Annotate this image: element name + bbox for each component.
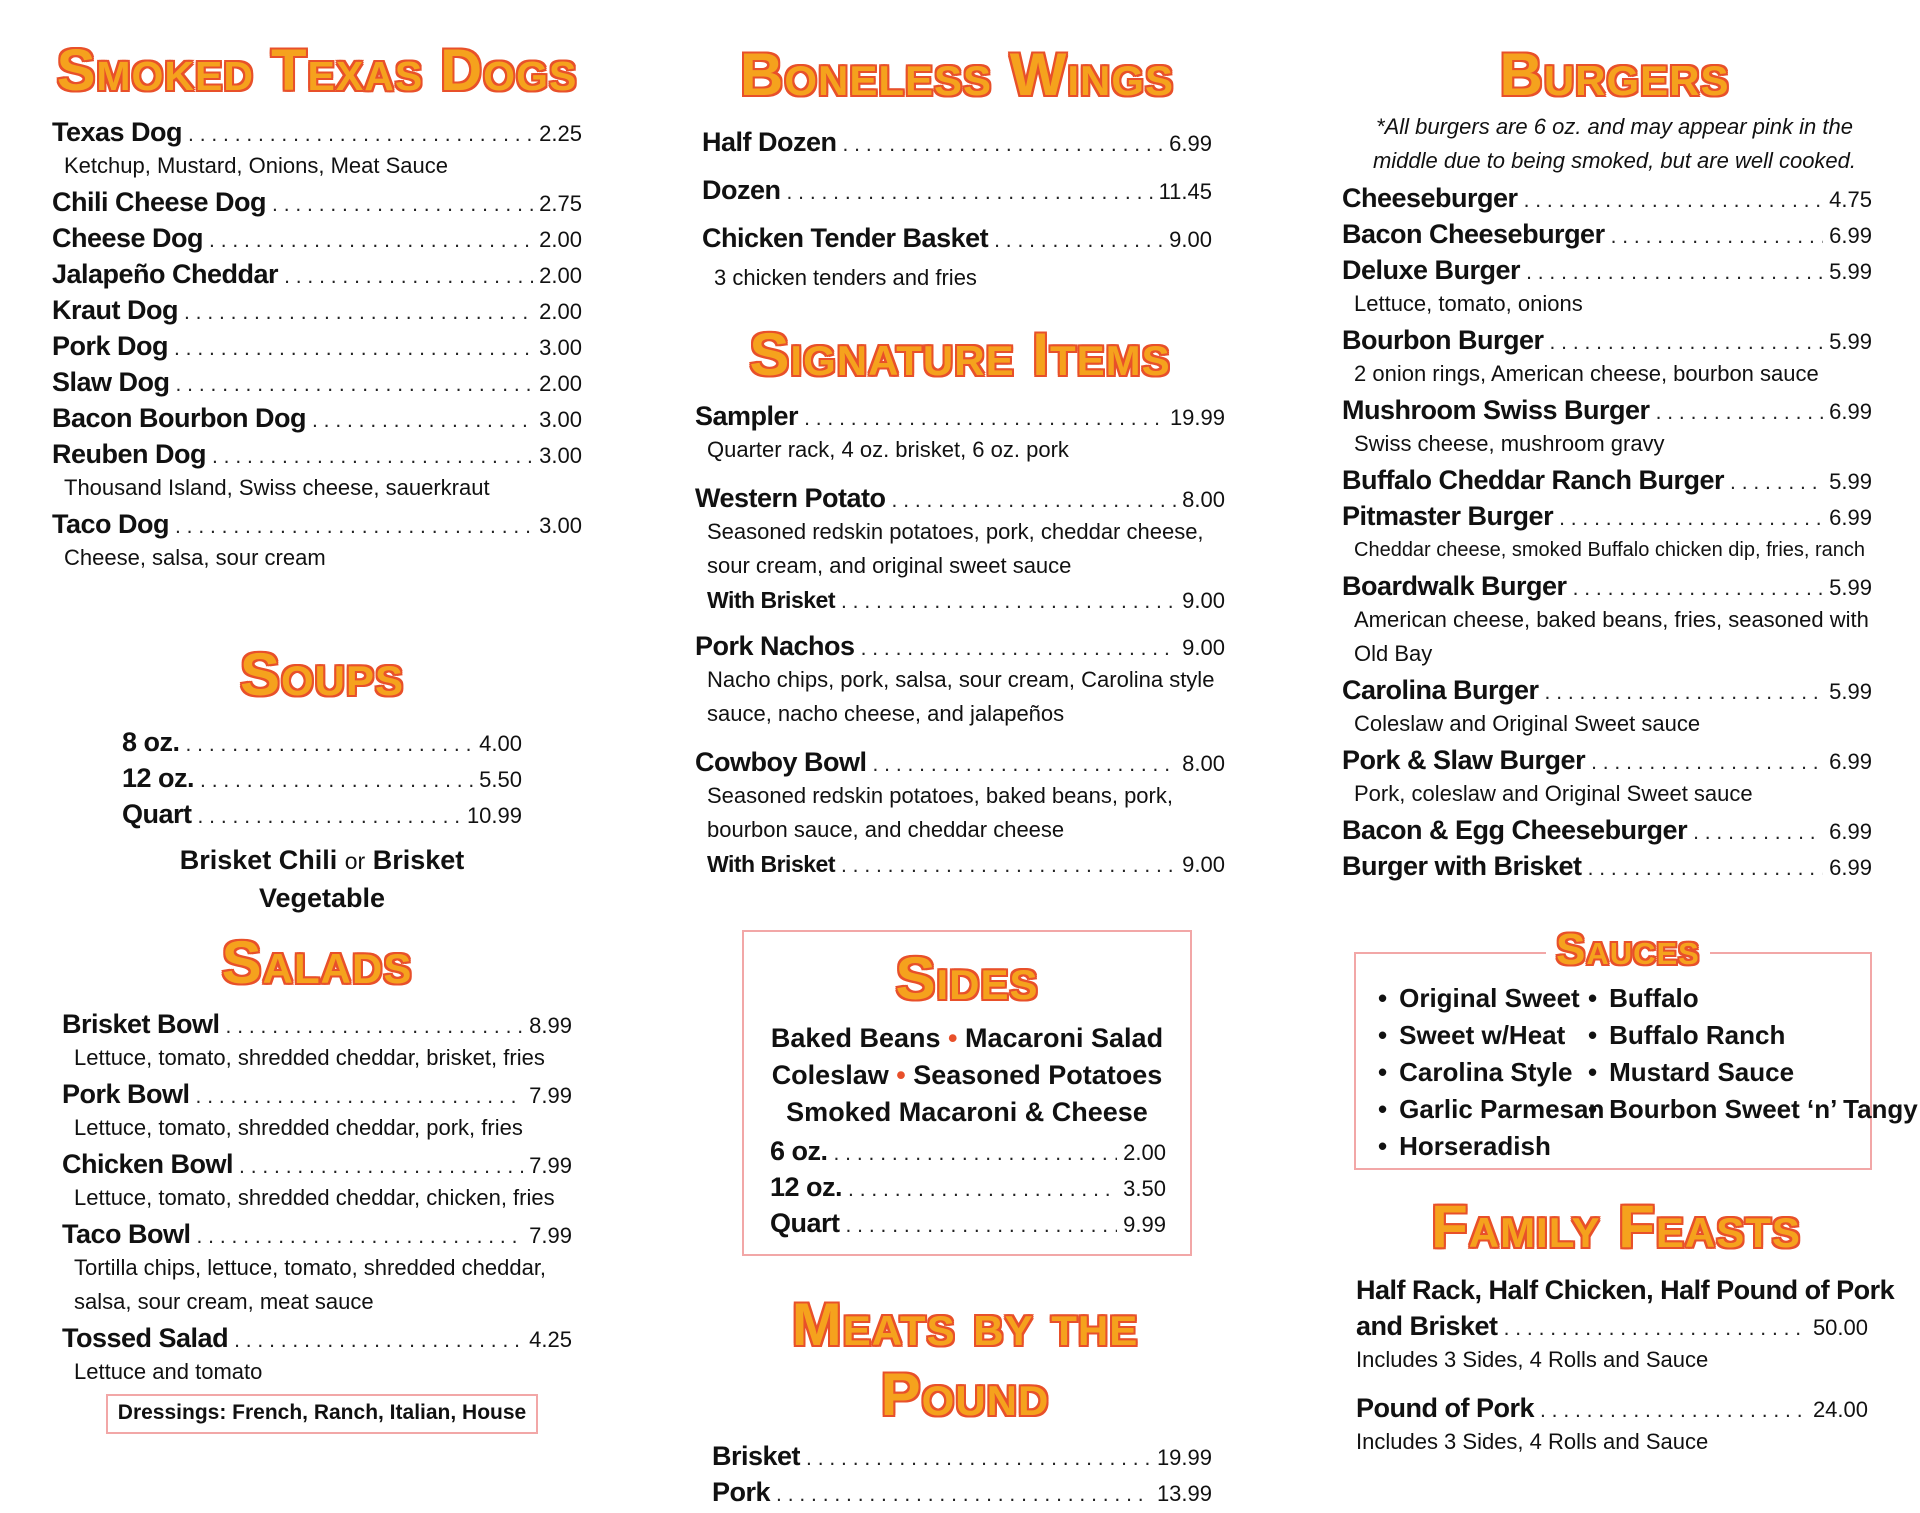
item-name: Buffalo Cheddar Ranch Burger <box>1342 465 1725 495</box>
menu-item <box>695 628 1225 664</box>
item-price: 5.99 <box>1829 259 1872 284</box>
feasts-section <box>1356 1192 1895 1460</box>
item-name: With Brisket <box>707 587 835 613</box>
item-name: Pork Dog <box>52 331 169 361</box>
item-desc: Coleslaw and Original Sweet sauce <box>1354 711 1701 736</box>
sauce-item: • Sweet w/Heat <box>1378 1017 1588 1054</box>
feast-title: Half Rack, Half Chicken, Half Pound of Pork <box>1356 1275 1895 1305</box>
item-desc: Seasoned redskin potatoes, baked beans, pork, <box>707 783 1173 808</box>
item-name: Slaw Dog <box>52 367 170 397</box>
item-name: Pork Bowl <box>62 1079 190 1109</box>
menu-item <box>52 436 582 472</box>
dressings-box <box>106 1394 538 1434</box>
menu-item <box>1342 672 1872 708</box>
item-desc: Lettuce, tomato, onions <box>1354 291 1583 316</box>
side-seasoned-potatoes: Seasoned Potatoes <box>913 1060 1163 1090</box>
item-desc: American cheese, baked beans, fries, seasoned with <box>1354 607 1869 632</box>
menu-item <box>1356 1390 1868 1426</box>
item-price: 11.45 <box>1158 179 1212 204</box>
item-desc: Includes 3 Sides, 4 Rolls and Sauce <box>1356 1429 1709 1454</box>
menu-item <box>1342 742 1872 778</box>
item-desc: salsa, sour cream, meat sauce <box>74 1289 374 1314</box>
menu-item <box>1342 216 1872 252</box>
item-name: Carolina Burger <box>1342 675 1539 705</box>
item-name: Bacon & Egg Cheeseburger <box>1342 815 1688 845</box>
item-price: 9.00 <box>1182 588 1225 613</box>
sauce-column-2 <box>1588 980 1918 1165</box>
item-price: 6.99 <box>1829 749 1872 774</box>
texas-dogs-heading: Smoked Texas Dogs <box>56 38 578 103</box>
burgers-note-line-1: *All burgers are 6 oz. and may appear pink in the <box>1376 114 1853 139</box>
menu-item <box>122 796 522 832</box>
item-desc: 2 onion rings, American cheese, bourbon sauce <box>1354 361 1819 386</box>
item-price: 8.99 <box>529 1013 572 1038</box>
menu-item <box>712 1474 1212 1510</box>
item-price: 6.99 <box>1829 819 1872 844</box>
item-name: Sampler <box>695 401 799 431</box>
item-price: 3.00 <box>539 335 582 360</box>
menu-item <box>62 1216 572 1252</box>
menu-item <box>1342 322 1872 358</box>
item-desc: Cheddar cheese, smoked Buffalo chicken dip, fries, ranch <box>1354 539 1866 561</box>
menu-item <box>52 114 582 150</box>
sauce-item: • Carolina Style <box>1378 1054 1588 1091</box>
menu-item <box>1342 180 1872 216</box>
menu-item <box>1342 498 1872 534</box>
item-desc: Quarter rack, 4 oz. brisket, 6 oz. pork <box>707 437 1069 462</box>
item-name: Boardwalk Burger <box>1342 571 1567 601</box>
item-price: 5.99 <box>1829 329 1872 354</box>
item-name: Reuben Dog <box>52 439 206 469</box>
item-desc: 3 chicken tenders and fries <box>714 265 977 290</box>
item-name: 12 oz. <box>122 763 195 793</box>
item-price: 3.00 <box>539 407 582 432</box>
item-price: 19.99 <box>1169 405 1225 430</box>
item-price: 2.00 <box>1123 1140 1166 1165</box>
sauces-box <box>1354 925 1918 1170</box>
item-desc: Pork, coleslaw and Original Sweet sauce <box>1354 781 1753 806</box>
item-name: 12 oz. <box>770 1172 843 1202</box>
sauces-heading: Sauces <box>1556 925 1700 974</box>
item-price: 8.00 <box>1182 487 1225 512</box>
menu-item <box>52 506 582 542</box>
item-name: Cheeseburger <box>1342 183 1518 213</box>
burgers-heading: Burgers <box>1499 41 1730 108</box>
item-price: 9.00 <box>1182 635 1225 660</box>
item-name: Texas Dog <box>52 117 183 147</box>
sauce-item: • Buffalo Ranch <box>1588 1017 1918 1054</box>
menu-item <box>62 1146 572 1182</box>
menu-item <box>52 400 582 436</box>
item-price: 5.99 <box>1829 575 1872 600</box>
item-price: 6.99 <box>1829 855 1872 880</box>
wings-heading: Boneless Wings <box>739 41 1175 108</box>
item-price: 4.00 <box>479 731 522 756</box>
item-name: Tossed Salad <box>62 1323 229 1353</box>
item-name: Western Potato <box>695 483 886 513</box>
meats-heading: Meats by the Pound <box>791 1291 1139 1428</box>
item-name: Quart <box>770 1208 840 1238</box>
menu-subitem <box>695 584 1225 616</box>
menu-item <box>52 220 582 256</box>
item-price: 7.99 <box>529 1223 572 1248</box>
item-name: Cowboy Bowl <box>695 747 867 777</box>
item-name: Burger with Brisket <box>1342 851 1582 881</box>
menu-item <box>52 184 582 220</box>
item-price: 7.99 <box>529 1083 572 1108</box>
soup-choice-chili: Brisket Chili <box>179 845 338 875</box>
item-name: Dozen <box>702 175 781 205</box>
sauce-item: • Horseradish <box>1378 1128 1588 1165</box>
item-price: 2.00 <box>539 227 582 252</box>
item-price: 2.00 <box>539 371 582 396</box>
sauce-item: • Buffalo <box>1588 980 1918 1017</box>
item-name: Pound of Pork <box>1356 1393 1534 1423</box>
sauce-item: • Mustard Sauce <box>1588 1054 1918 1091</box>
item-name: 8 oz. <box>122 727 180 757</box>
item-desc: sour cream, and original sweet sauce <box>707 553 1072 578</box>
item-name: Bourbon Burger <box>1342 325 1544 355</box>
signature-section <box>695 320 1225 880</box>
item-name: Taco Dog <box>52 509 169 539</box>
menu-subitem <box>695 848 1225 880</box>
menu-item <box>1356 1308 1868 1344</box>
item-name: Taco Bowl <box>62 1219 191 1249</box>
sauce-item: • Garlic Parmesan <box>1378 1091 1588 1128</box>
dressings-text: Dressings: French, Ranch, Italian, House <box>117 1401 527 1424</box>
side-separator: • <box>896 1060 906 1090</box>
sides-box <box>742 930 1192 1256</box>
item-name: Pork <box>712 1477 771 1507</box>
sides-heading: Sides <box>895 945 1039 1012</box>
salads-heading: Salads <box>221 929 413 996</box>
item-desc: Lettuce, tomato, shredded cheddar, brisket, fries <box>74 1045 545 1070</box>
item-price: 13.99 <box>1156 1481 1212 1506</box>
feast-title-line <box>1356 1272 1895 1308</box>
item-desc: Lettuce, tomato, shredded cheddar, pork, fries <box>74 1115 523 1140</box>
item-price: 9.00 <box>1182 852 1225 877</box>
item-name: Jalapeño Cheddar <box>52 259 279 289</box>
soup-choices <box>122 842 522 917</box>
menu-item <box>695 744 1225 780</box>
menu-item <box>695 480 1225 516</box>
soup-choice-or: or <box>344 848 366 874</box>
side-macaroni-salad: Macaroni Salad <box>965 1023 1164 1053</box>
item-price: 2.75 <box>539 191 582 216</box>
burgers-section <box>1342 40 1887 884</box>
menu-item <box>1342 392 1872 428</box>
item-price: 6.99 <box>1169 131 1212 156</box>
item-name: Quart <box>122 799 192 829</box>
menu-item <box>122 760 522 796</box>
item-price: 6.99 <box>1829 505 1872 530</box>
item-price: 5.99 <box>1829 679 1872 704</box>
item-name: Kraut Dog <box>52 295 178 325</box>
item-price: 8.00 <box>1182 751 1225 776</box>
menu-item <box>1342 252 1872 288</box>
menu-item <box>695 398 1225 434</box>
item-name: Cheese Dog <box>52 223 204 253</box>
item-price: 4.25 <box>529 1327 572 1352</box>
item-price: 6.99 <box>1829 399 1872 424</box>
menu-item <box>62 1320 572 1356</box>
item-name: Half Dozen <box>702 127 837 157</box>
sauce-column-1 <box>1378 980 1605 1165</box>
item-name: Deluxe Burger <box>1342 255 1521 285</box>
sauces-heading-wrap <box>1546 924 1710 976</box>
menu-item <box>62 1076 572 1112</box>
sauce-item: • Original Sweet <box>1378 980 1588 1017</box>
menu-item <box>702 166 1212 214</box>
item-desc: sauce, nacho cheese, and jalapeños <box>707 701 1065 726</box>
menu-item <box>770 1205 1166 1241</box>
menu-item <box>122 724 522 760</box>
soups-section <box>122 640 522 917</box>
item-desc: Nacho chips, pork, salsa, sour cream, Carolina style <box>707 667 1215 692</box>
side-coleslaw: Coleslaw <box>771 1060 889 1090</box>
item-name: Brisket <box>712 1441 801 1471</box>
item-price: 5.99 <box>1829 469 1872 494</box>
item-name: and Brisket <box>1356 1311 1498 1341</box>
item-price: 4.75 <box>1829 187 1872 212</box>
item-desc: Tortilla chips, lettuce, tomato, shredded cheddar, <box>74 1255 547 1280</box>
item-name: Pork Nachos <box>695 631 855 661</box>
item-price: 3.50 <box>1123 1176 1166 1201</box>
soup-choice-vegetable: Brisket Vegetable <box>258 845 465 913</box>
item-price: 7.99 <box>529 1153 572 1178</box>
item-price: 9.99 <box>1123 1212 1166 1237</box>
item-desc: Ketchup, Mustard, Onions, Meat Sauce <box>64 153 448 178</box>
item-price: 9.00 <box>1169 227 1212 252</box>
meats-section <box>700 1290 1230 1510</box>
menu-item <box>1342 848 1872 884</box>
item-price: 2.00 <box>539 299 582 324</box>
salads-section <box>62 928 572 1390</box>
menu-item <box>1342 812 1872 848</box>
item-name: Brisket Bowl <box>62 1009 220 1039</box>
side-baked-beans: Baked Beans <box>770 1023 941 1053</box>
menu-item <box>712 1438 1212 1474</box>
sides-line-2 <box>744 1057 1190 1094</box>
item-price: 2.25 <box>539 121 582 146</box>
item-name: With Brisket <box>707 851 835 877</box>
menu-item <box>1342 568 1872 604</box>
item-name: Chicken Tender Basket <box>702 223 989 253</box>
item-name: Bacon Cheeseburger <box>1342 219 1605 249</box>
item-desc: Seasoned redskin potatoes, pork, cheddar cheese, <box>707 519 1204 544</box>
item-name: Chili Cheese Dog <box>52 187 267 217</box>
item-price: 5.50 <box>479 767 522 792</box>
item-price: 19.99 <box>1156 1445 1212 1470</box>
item-price: 2.00 <box>539 263 582 288</box>
burgers-note-line-2: middle due to being smoked, but are well cooked. <box>1372 148 1857 173</box>
menu-item <box>52 256 582 292</box>
item-price: 6.99 <box>1829 223 1872 248</box>
menu-item <box>52 328 582 364</box>
menu-item <box>702 118 1212 166</box>
menu-item <box>1342 462 1872 498</box>
item-desc: Swiss cheese, mushroom gravy <box>1354 431 1665 456</box>
menu-item <box>52 292 582 328</box>
item-desc: Lettuce, tomato, shredded cheddar, chicken, fries <box>74 1185 555 1210</box>
signature-heading: Signature Items <box>749 321 1171 388</box>
item-desc: Lettuce and tomato <box>74 1359 263 1384</box>
item-price: 24.00 <box>1812 1397 1868 1422</box>
item-price: 3.00 <box>539 443 582 468</box>
menu-item <box>770 1133 1166 1169</box>
item-desc: Cheese, salsa, sour cream <box>64 545 326 570</box>
sides-line-3: Smoked Macaroni & Cheese <box>786 1097 1148 1127</box>
menu-item <box>702 214 1212 262</box>
item-price: 50.00 <box>1812 1315 1868 1340</box>
item-desc: bourbon sauce, and cheddar cheese <box>707 817 1065 842</box>
sauce-list <box>1378 980 1918 1165</box>
feasts-heading: Family Feasts <box>1431 1193 1801 1260</box>
wings-section <box>702 40 1212 296</box>
item-desc: Includes 3 Sides, 4 Rolls and Sauce <box>1356 1347 1709 1372</box>
menu-item <box>62 1006 572 1042</box>
item-name: Bacon Bourbon Dog <box>52 403 306 433</box>
item-name: Pork & Slaw Burger <box>1342 745 1586 775</box>
item-desc: Old Bay <box>1354 641 1433 666</box>
soups-heading: Soups <box>239 641 405 708</box>
texas-dogs-section <box>52 36 582 576</box>
sauce-item: • Bourbon Sweet ‘n’ Tangy <box>1588 1091 1918 1128</box>
menu-item <box>770 1169 1166 1205</box>
item-name: Chicken Bowl <box>62 1149 234 1179</box>
item-desc: Thousand Island, Swiss cheese, sauerkraut <box>64 475 490 500</box>
sides-line-1 <box>744 1020 1190 1057</box>
side-separator: • <box>948 1023 958 1053</box>
menu-item <box>52 364 582 400</box>
item-name: 6 oz. <box>770 1136 828 1166</box>
item-name: Pitmaster Burger <box>1342 501 1554 531</box>
item-name: Mushroom Swiss Burger <box>1342 395 1650 425</box>
item-price: 3.00 <box>539 513 582 538</box>
item-price: 10.99 <box>466 803 522 828</box>
